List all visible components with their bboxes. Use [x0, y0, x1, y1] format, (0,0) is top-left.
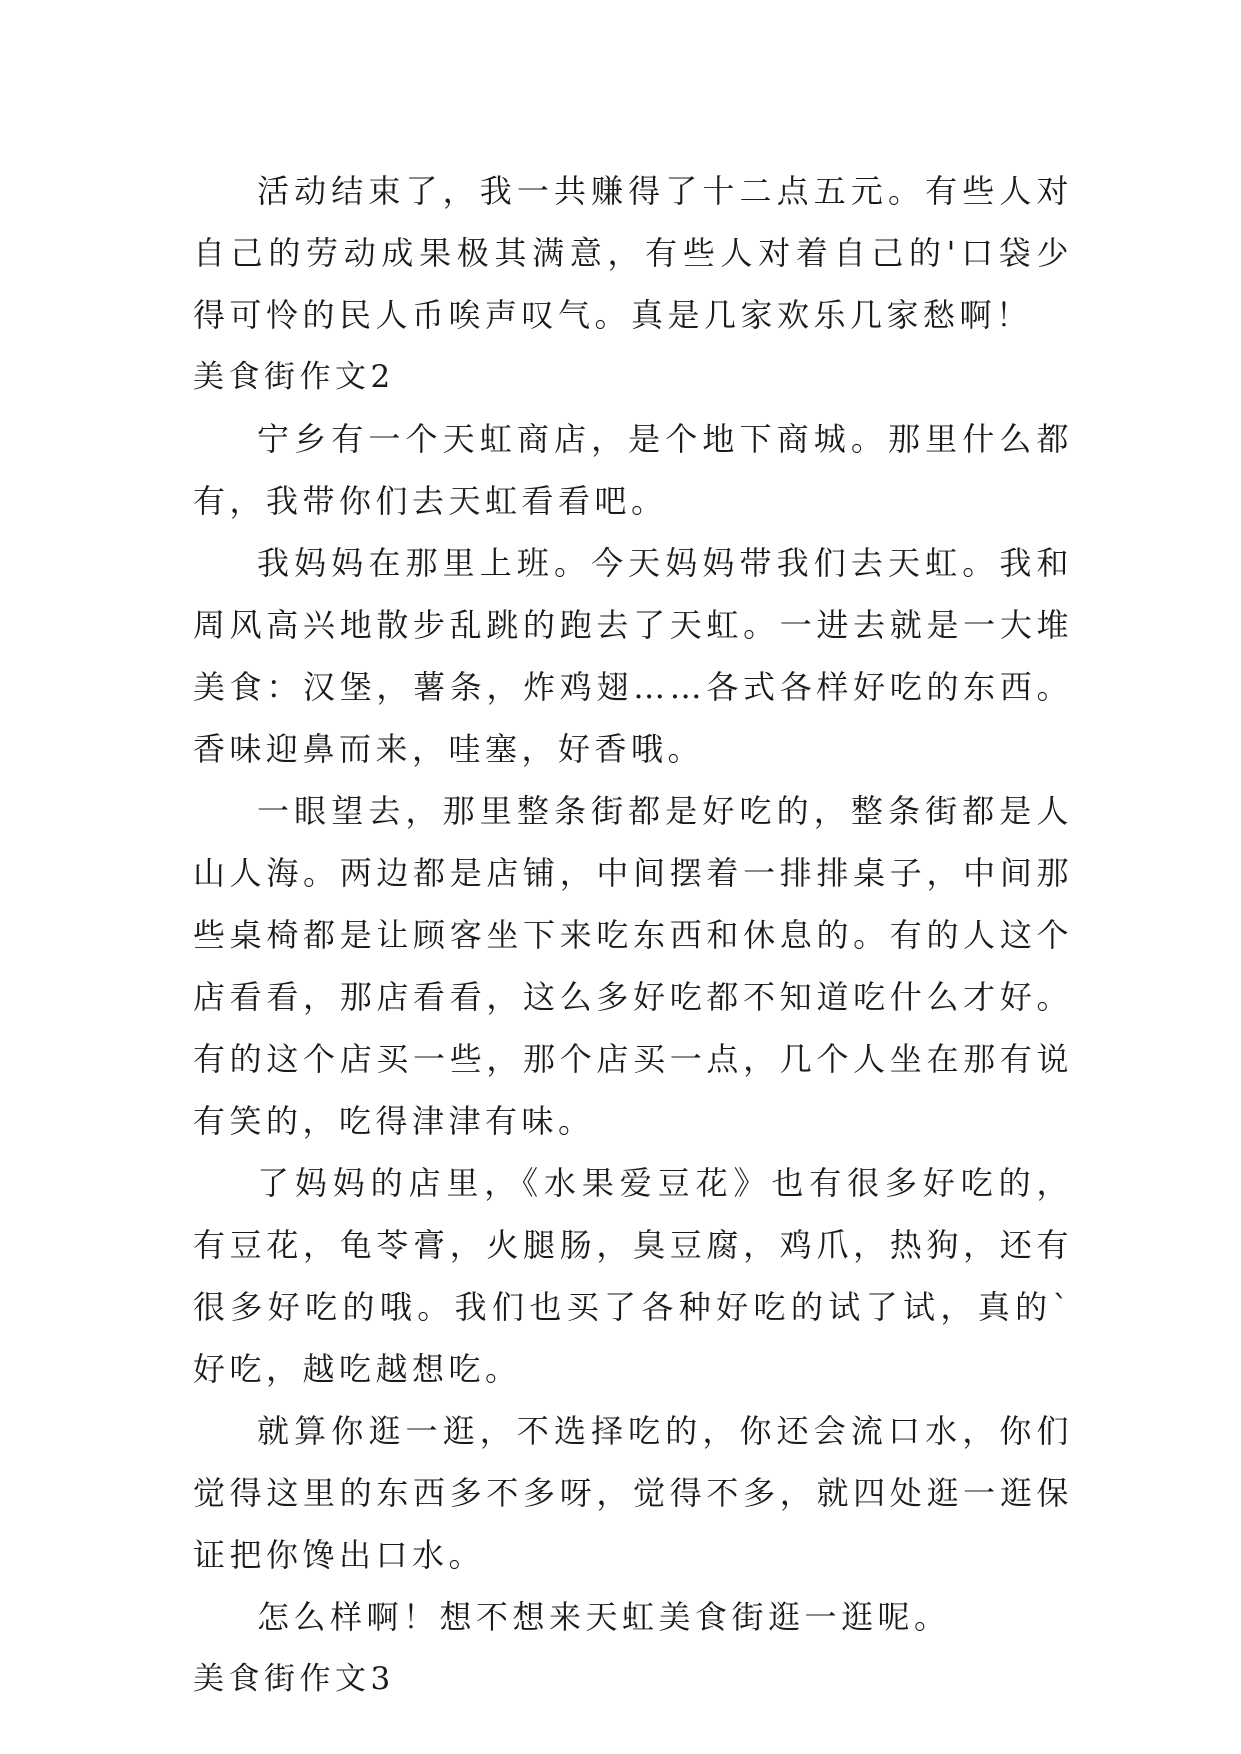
paragraph-earnings: 活动结束了，我一共赚得了十二点五元。有些人对自己的劳动成果极其满意，有些人对着自己的'口袋少得可怜的民人币唉声叹气。真是几家欢乐几家愁啊！	[193, 172, 1073, 334]
paragraph-food-street: 一眼望去，那里整条街都是好吃的，整条街都是人山人海。两边都是店铺，中间摆着一排排桌子，中间那些桌椅都是让顾客坐下来吃东西和休息的。有的人这个店看看，那店看看，这么多好吃都不知道吃什么才好。有的这个店买一些，那个店买一点，几个人坐在那有说有笑的，吃得津津有味。	[193, 792, 1073, 1140]
section-heading-2: 美食街作文2	[193, 359, 395, 395]
paragraph-tianhong-intro: 宁乡有一个天虹商店，是个地下商城。那里什么都有，我带你们去天虹看看吧。	[193, 420, 1073, 520]
paragraph-mom-shop: 了妈妈的店里，《水果爱豆花》也有很多好吃的，有豆花，龟苓膏，火腿肠，臭豆腐，鸡爪，热狗，还有很多好吃的哦。我们也买了各种好吃的试了试，真的`好吃，越吃越想吃。	[193, 1164, 1073, 1388]
paragraph-mom-work: 我妈妈在那里上班。今天妈妈带我们去天虹。我和周风高兴地散步乱跳的跑去了天虹。一进去就是一大堆美食：汉堡，薯条，炸鸡翅……各式各样好吃的东西。香味迎鼻而来，哇塞，好香哦。	[193, 544, 1073, 768]
section-heading-3: 美食街作文3	[193, 1661, 395, 1697]
paragraph-invitation: 怎么样啊！想不想来天虹美食街逛一逛呢。	[257, 1598, 951, 1636]
paragraph-stroll: 就算你逛一逛，不选择吃的，你还会流口水，你们觉得这里的东西多不多呀，觉得不多，就四处逛一逛保证把你馋出口水。	[193, 1412, 1073, 1574]
document-body	[193, 160, 1073, 1710]
